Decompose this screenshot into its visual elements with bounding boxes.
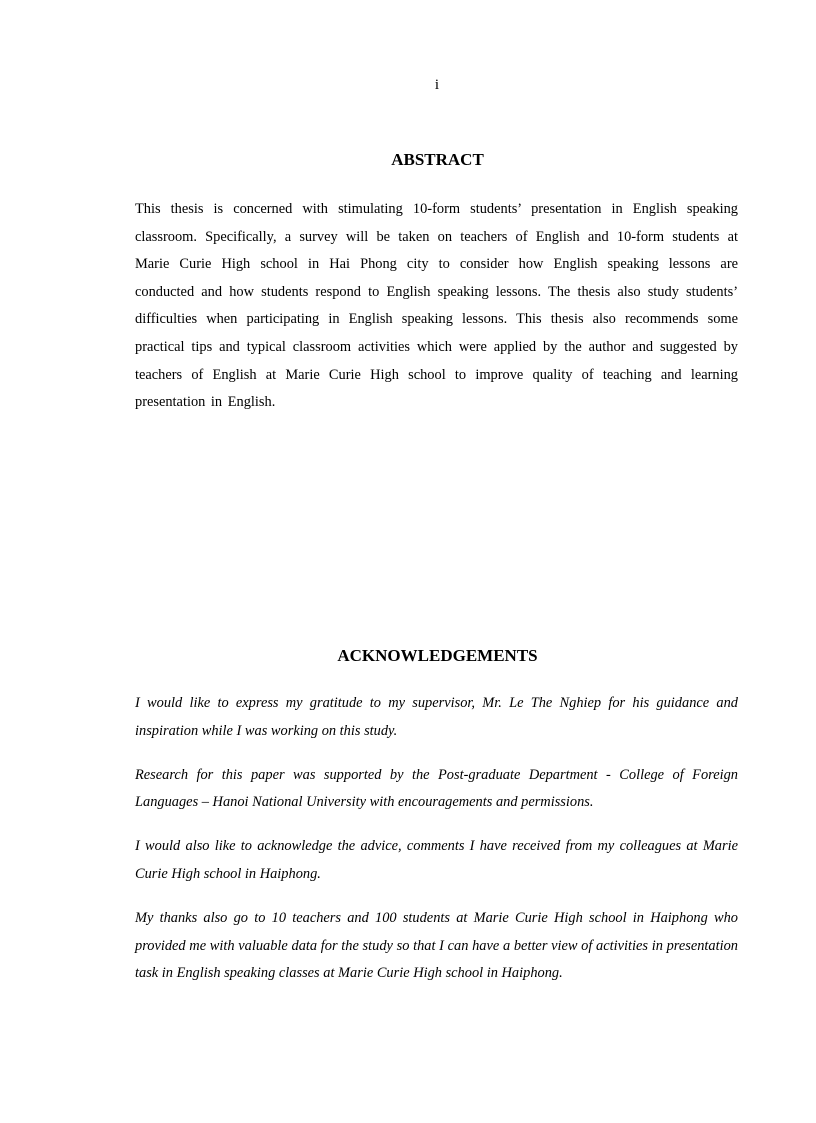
abstract-paragraph: This thesis is concerned with stimulating 10-form students’ presentation in English speaking classroom. Specifically, a survey will be taken on teachers of English and 10-form students at Marie Curie High school in Hai Phong city to consider how English speaking lessons are conducted and how students respond to English speaking lessons. The thesis also study students’ difficulties when participating in English speaking lessons. This thesis also recommends some practical tips and typical classroom activities which were applied by the author and suggested by teachers of English at Marie Curie High school to improve quality of teaching and learning presentation in English. <box>135 201 738 411</box>
acknowledgement-paragraph: My thanks also go to 10 teachers and 100 students at Marie Curie High school in Haiphong who provided me with valuable data for the study so that I can have a better view of activities in presentation task in English speaking classes at Marie Curie High school in Haiphong. <box>135 910 738 982</box>
acknowledgement-paragraph: Research for this paper was supported by the Post-graduate Department - College of Foreign Languages – Hanoi National University with encouragements and permissions. <box>135 766 738 811</box>
abstract-heading: ABSTRACT <box>391 150 484 169</box>
abstract-section <box>135 150 738 417</box>
acknowledgements-heading: ACKNOWLEDGEMENTS <box>337 646 538 665</box>
page-number: i <box>434 77 440 93</box>
acknowledgement-paragraph: I would like to express my gratitude to my supervisor, Mr. Le The Nghiep for his guidance and inspiration while I was working on this study. <box>135 695 738 739</box>
acknowledgement-paragraph: I would also like to acknowledge the advice, comments I have received from my colleagues at Marie Curie High school in Haiphong. <box>135 838 738 882</box>
acknowledgements-section <box>135 646 738 1004</box>
